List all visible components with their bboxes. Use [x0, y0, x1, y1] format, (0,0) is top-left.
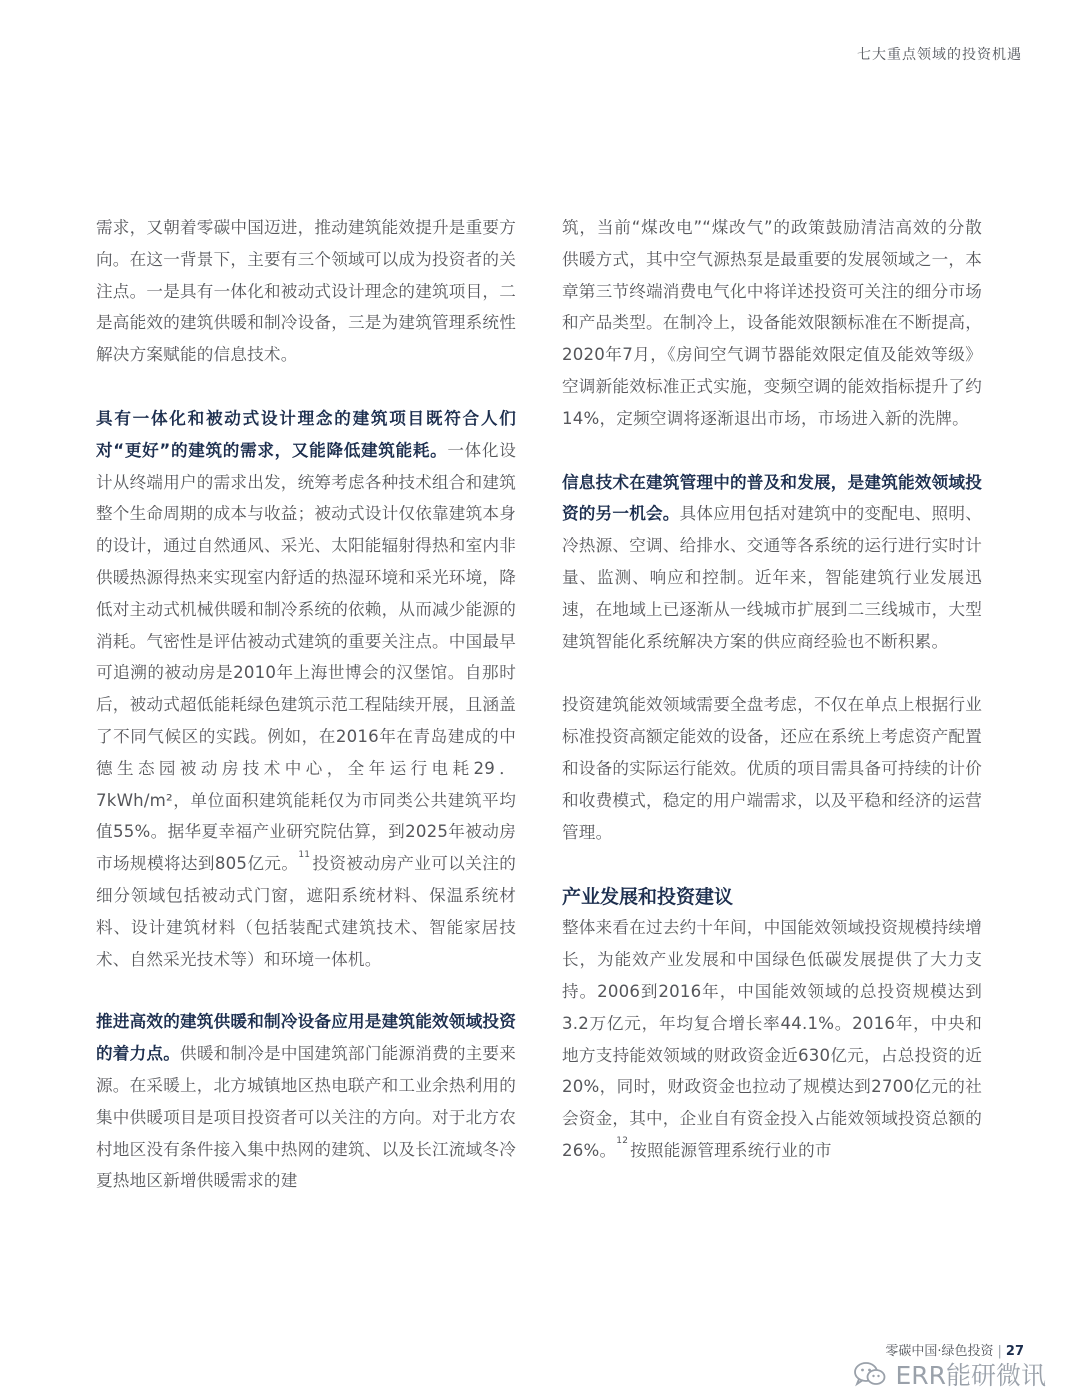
paragraph-body: 一体化设计从终端用户的需求出发，统筹考虑各种技术组合和建筑整个生命周期的成本与收益；被动式设计仅依靠建筑本身的设计，通过自然通风、采光、太阳能辐射得热和室内非供暖热源得热来实现室内舒适的热湿环境和采光环境，降低对主动式机械供暖和制冷系统的依赖，从而减少能源的消耗。气密性是评估被动式建筑的重要关注点。中国最早可追溯的被动房是2010年上海世博会的汉堡馆。自那时后，被动式超低能耗绿色建筑示范工程陆续开展，且涵盖了不同气候区的实践。例如，在2016年在青岛建成的中德生态园被动房技术中心，全年运行电耗29．7kWh/m²，单位面积建筑能耗仅为市同类公共建筑平均值55%。据华夏幸福产业研究院估算，到2025年被动房市场规模将达到805亿元。	[96, 440, 516, 874]
footnote-marker[interactable]: 11	[298, 849, 311, 860]
watermark-text: ERR能研微讯	[895, 1361, 1046, 1390]
paragraph	[562, 912, 982, 1166]
wechat-icon	[853, 1361, 887, 1387]
paragraph-body: 供暖和制冷是中国建筑部门能源消费的主要来源。在采暖上，北方城镇地区热电联产和工业余热利用的集中供暖项目是项目投资者可以关注的方向。对于北方农村地区没有条件接入集中热网的建筑、以及长江流域冬冷夏热地区新增供暖需求的建	[96, 1044, 517, 1191]
paragraph-body: 按照能源管理系统行业的市	[630, 1140, 832, 1160]
paragraph	[96, 403, 516, 975]
running-header: 七大重点领域的投资机遇	[857, 47, 1022, 63]
page-number: 27	[1005, 1344, 1024, 1359]
paragraph-lead: 具有一体化和被动式设计理念的建筑项目既符合人们对“更好”的建筑的需求，又能降低建筑能耗。	[96, 408, 516, 460]
left-column	[96, 212, 516, 1197]
footnote-marker[interactable]: 12	[616, 1136, 629, 1147]
footer-separator: |	[997, 1344, 1002, 1359]
paragraph: 投资建筑能效领域需要全盘考虑，不仅在单点上根据行业标准投资高额定能效的设备，还应在系统上考虑资产配置和设备的实际运行能效。优质的项目需具备可持续的计价和收费模式，稳定的用户端需求，以及平稳和经济的运营管理。	[562, 695, 982, 842]
paragraph-lead: 信息技术在建筑管理中的普及和发展，是建筑能效领域投资的另一机会。	[562, 472, 982, 524]
paragraph-body: 投资被动房产业可以关注的细分领域包括被动式门窗，遮阳系统材料、保温系统材料、设计建筑材料（包括装配式建筑技术、智能家居技术、自然采光技术等）和环境一体机。	[96, 854, 516, 969]
paragraph-lead: 推进高效的建筑供暖和制冷设备应用是建筑能效领域投资的着力点。	[96, 1012, 516, 1064]
section-heading: 产业发展和投资建议	[562, 886, 734, 909]
paragraph-body: 具体应用包括对建筑中的变配电、照明、冷热源、空调、给排水、交通等各系统的运行进行实时计量、监测、响应和控制。近年来，智能建筑行业发展迅速，在地域上已逐渐从一线城市扩展到二三线城市，大型建筑智能化系统解决方案的供应商经验也不断积累。	[562, 504, 982, 651]
paragraph	[96, 1006, 516, 1197]
paragraph: 筑，当前“煤改电”“煤改气”的政策鼓励清洁高效的分散供暖方式，其中空气源热泵是最重要的发展领域之一，本章第三节终端消费电气化中将详述投资可关注的细分市场和产品类型。在制冷上，设备能效限额标准在不断提高，2020年7月，《房间空气调节器能效限定值及能效等级》空调新能效标准正式实施，变频空调的能效指标提升了约14%，定频空调将逐渐退出市场，市场进入新的洗牌。	[562, 218, 982, 428]
paragraph	[562, 467, 982, 658]
paragraph: 需求，又朝着零碳中国迈进，推动建筑能效提升是重要方向。在这一背景下，主要有三个领域可以成为投资者的关注点。一是具有一体化和被动式设计理念的建筑项目，二是高能效的建筑供暖和制冷设备，三是为建筑管理系统性解决方案赋能的信息技术。	[96, 218, 516, 365]
watermark	[853, 1356, 1046, 1392]
paragraph-body: 整体来看在过去约十年间，中国能效领域投资规模持续增长，为能效产业发展和中国绿色低碳发展提供了大力支持。2006到2016年，中国能效领域的总投资规模达到3.2万亿元，年均复合增长率44.1%。2016年，中央和地方支持能效领域的财政资金近630亿元，占总投资的近20%，同时，财政资金也拉动了规模达到2700亿元的社会资金，其中，企业自有资金投入占能效领域投资总额的26%。	[562, 918, 982, 1160]
publication-title: 零碳中国·绿色投资	[885, 1344, 994, 1359]
right-column	[562, 212, 982, 1167]
